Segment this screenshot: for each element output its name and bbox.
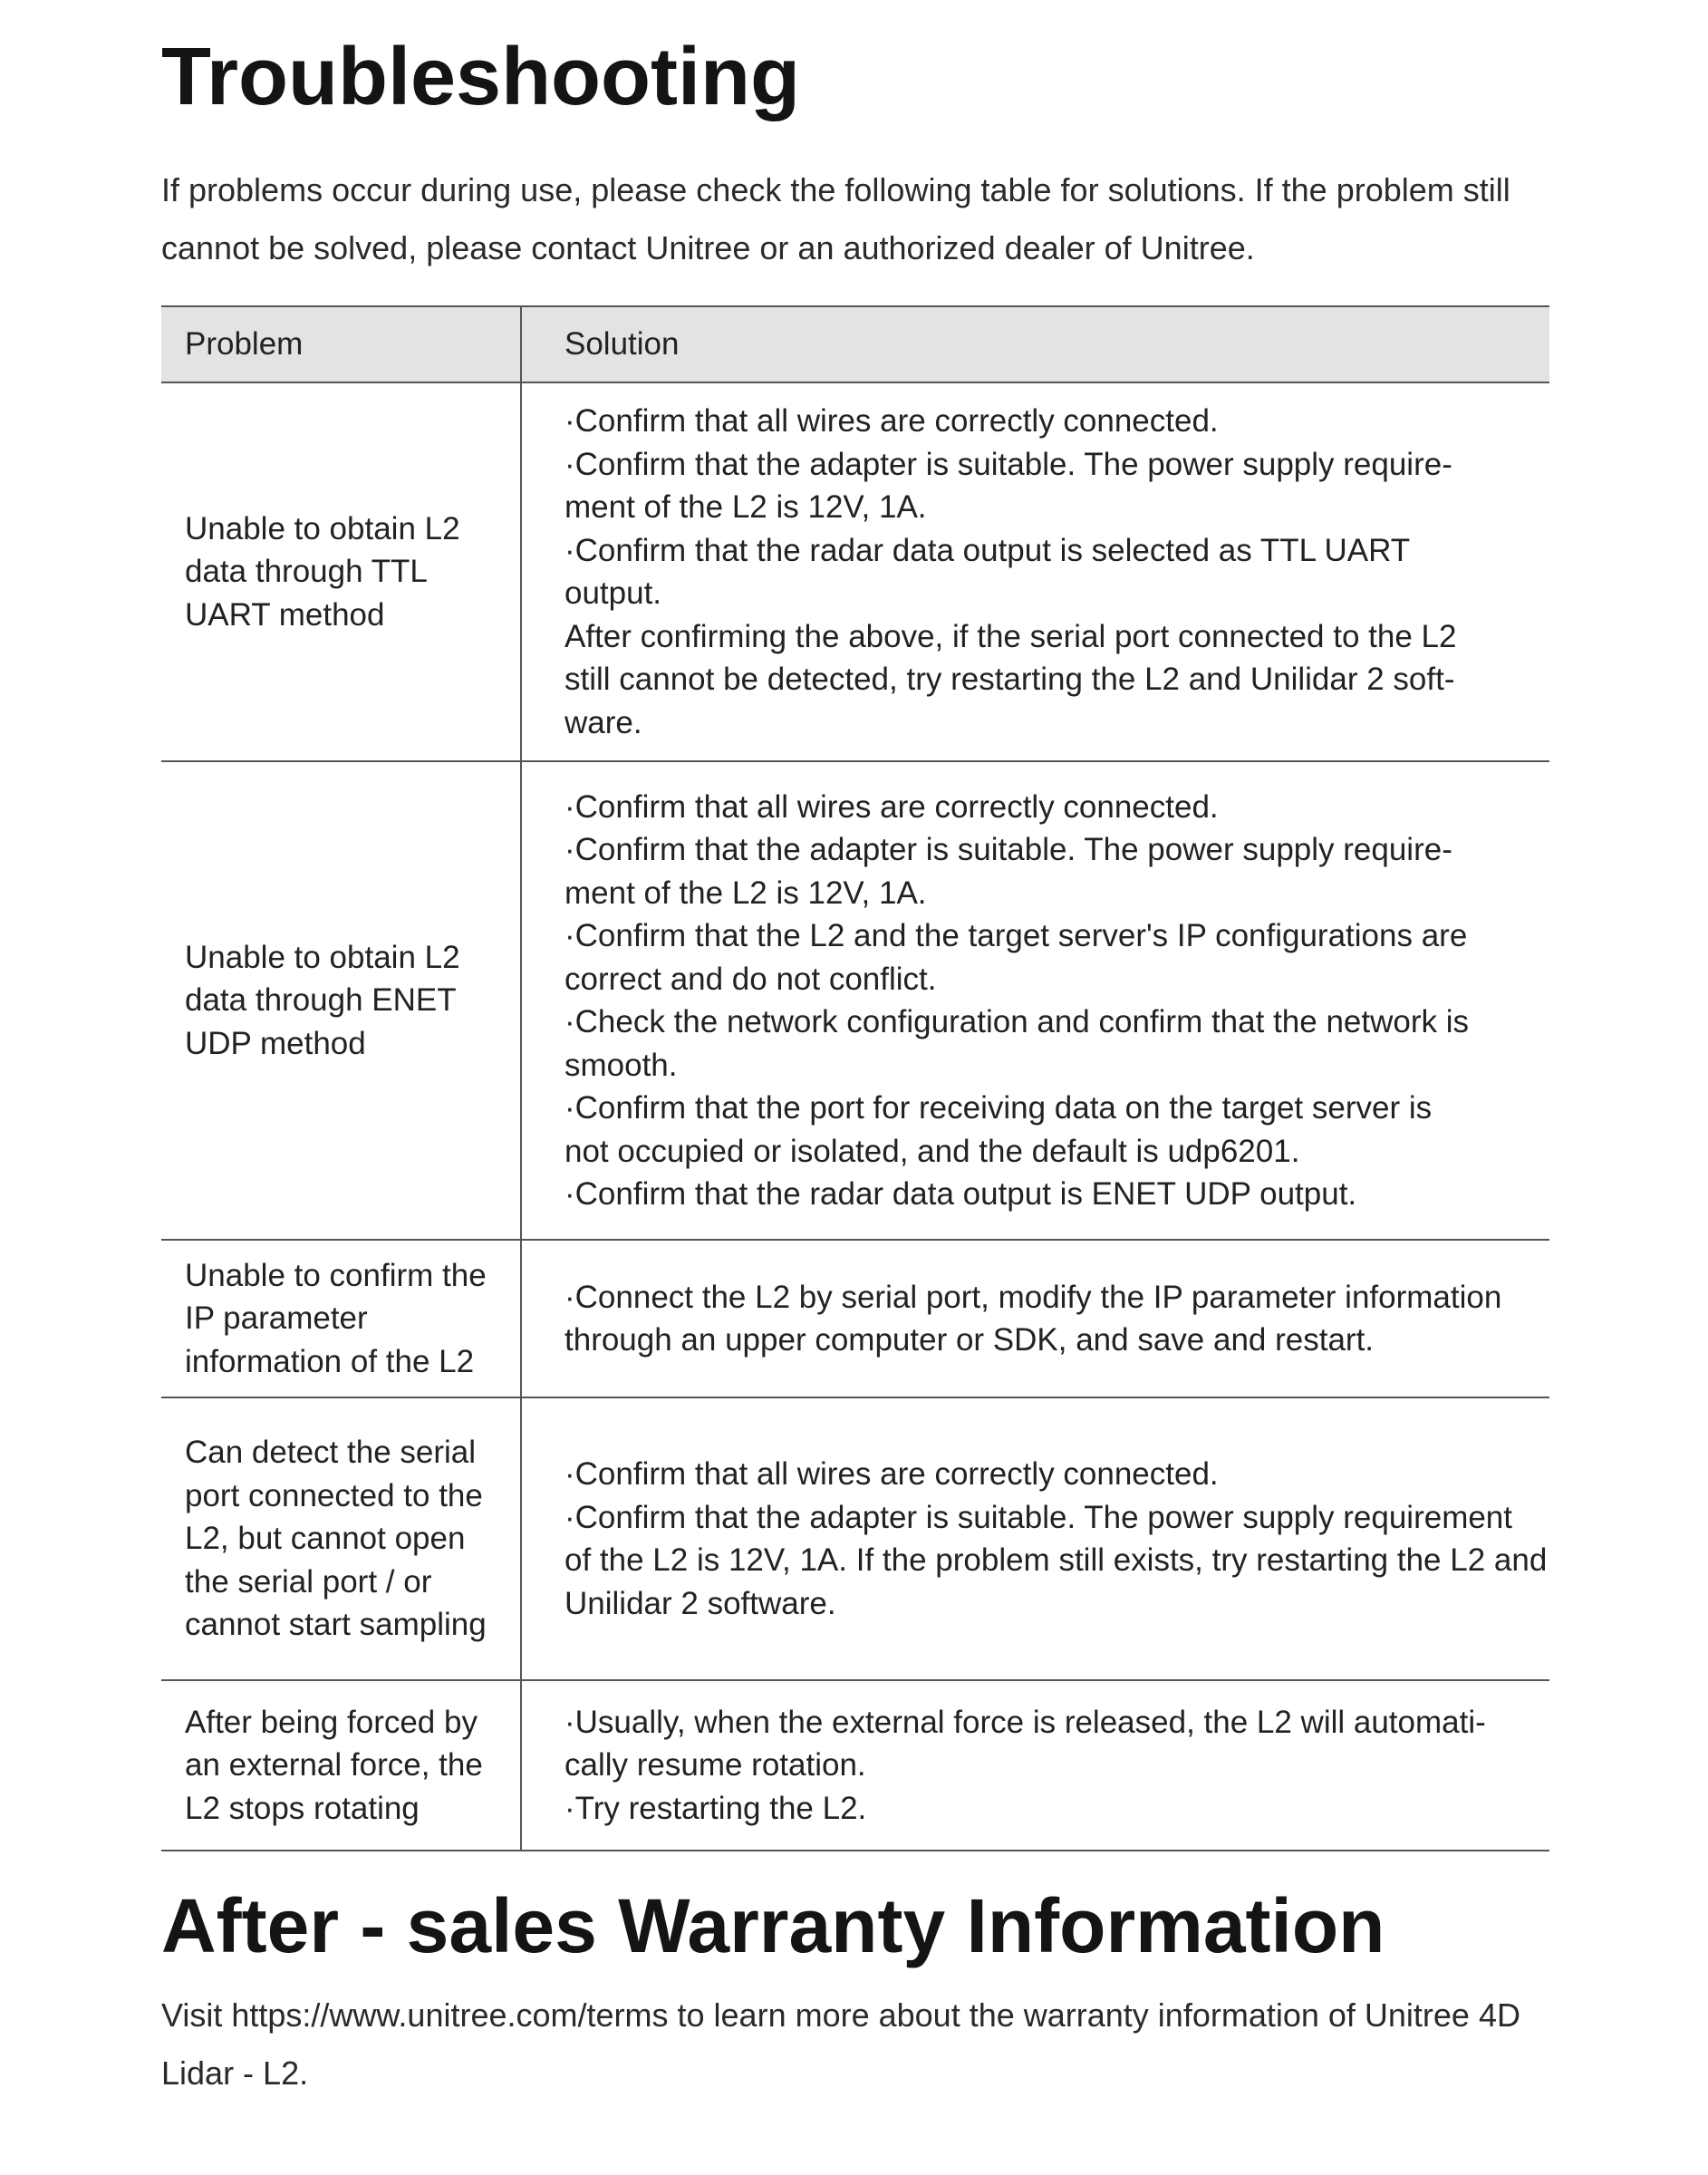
solution-line: still cannot be detected, try restarting the L2 and Unilidar 2 soft- — [565, 662, 1455, 697]
solution-line: ·Confirm that the L2 and the target server's IP configurations are — [565, 918, 1468, 953]
solution-line: of the L2 is 12V, 1A. If the problem still exists, try restarting the L2 and — [565, 1542, 1548, 1578]
problem-line: cannot start sampling — [185, 1607, 487, 1643]
solution-line: ment of the L2 is 12V, 1A. — [565, 875, 927, 911]
solution-line: through an upper computer or SDK, and save and restart. — [565, 1322, 1375, 1358]
table-header-row — [161, 306, 1549, 382]
solution-line: ·Connect the L2 by serial port, modify the IP parameter information — [565, 1279, 1502, 1315]
solution-line: output. — [565, 575, 662, 611]
table-row — [161, 382, 1549, 761]
solution-cell — [521, 1397, 1549, 1680]
problem-line: the L2 stops rotating — [185, 1747, 483, 1826]
problem-cell — [161, 761, 521, 1240]
solution-line: ·Check the network configuration and confirm that the network is — [565, 1004, 1469, 1039]
warranty-text: Visit https://www.unitree.com/terms to learn more about the warranty information of Unitree 4D Lidar - L2. — [161, 1996, 1520, 2092]
solution-line: After confirming the above, if the serial port connected to the L2 — [565, 618, 1457, 654]
troubleshooting-title: Troubleshooting — [161, 32, 800, 122]
header-problem: Problem — [161, 306, 521, 382]
solution-line: ·Confirm that all wires are correctly connected. — [565, 403, 1219, 439]
solution-cell — [521, 382, 1549, 761]
solution-line: ·Confirm that the radar data output is ENET UDP output. — [565, 1176, 1357, 1212]
problem-line: Can detect the serial — [185, 1435, 477, 1471]
solution-line: ·Confirm that all wires are correctly connected. — [565, 788, 1219, 825]
troubleshooting-intro: If problems occur during use, please check the following table for solutions. If the problem still cannot be solved, please contact Unitree or an authorized dealer of Unitree. — [161, 171, 1510, 266]
solution-line: ·Confirm that the port for receiving data on the target server is — [565, 1090, 1433, 1126]
solution-cell — [521, 1240, 1549, 1397]
problem-line: Unable to obtain L2 — [185, 939, 460, 975]
problem-line: the serial port / or — [185, 1563, 432, 1600]
table-row — [161, 1240, 1549, 1397]
solution-line: ·Confirm that the adapter is suitable. The power supply require- — [565, 446, 1452, 482]
solution-cell — [521, 761, 1549, 1240]
solution-line: correct and do not conflict. — [565, 961, 937, 997]
solution-cell — [521, 1680, 1549, 1851]
solution-line: ·Confirm that all wires are correctly connected. — [565, 1456, 1219, 1492]
solution-line: cally resume rotation. — [565, 1747, 866, 1784]
solution-line: Unilidar 2 software. — [565, 1585, 836, 1621]
problem-line: the IP parameter — [185, 1257, 487, 1337]
problem-cell — [161, 382, 521, 761]
table-row — [161, 1397, 1549, 1680]
solution-line: not occupied or isolated, and the default is udp6201. — [565, 1133, 1300, 1169]
problem-line: an external force, — [185, 1747, 430, 1784]
problem-cell — [161, 1397, 521, 1680]
table-row — [161, 761, 1549, 1240]
solution-line: ment of the L2 is 12V, 1A. — [565, 489, 927, 525]
warranty-title: After - sales Warranty Information — [161, 1883, 1385, 1968]
solution-line: ware. — [565, 704, 642, 740]
solution-line: smooth. — [565, 1047, 678, 1083]
solution-line: ·Confirm that the adapter is suitable. The power supply require- — [565, 832, 1452, 867]
table-row — [161, 1680, 1549, 1851]
problem-cell — [161, 1240, 521, 1397]
problem-line: Unable to obtain L2 — [185, 510, 460, 546]
problem-line: After being forced by — [185, 1704, 478, 1740]
problem-line: port connected to the — [185, 1477, 483, 1513]
problem-line: Unable to confirm — [185, 1257, 434, 1293]
problem-line: UDP method — [185, 1025, 366, 1061]
problem-line: L2, but cannot open — [185, 1521, 466, 1557]
solution-line: ·Confirm that the radar data output is selected as TTL UART — [565, 532, 1411, 568]
solution-line: ·Try restarting the L2. — [565, 1790, 867, 1826]
solution-line: ·Usually, when the external force is released, the L2 will automati- — [565, 1704, 1486, 1740]
troubleshooting-table — [161, 305, 1549, 1851]
problem-line: information of the L2 — [185, 1343, 475, 1379]
problem-line: data through ENET — [185, 982, 456, 1019]
solution-line: ·Confirm that the adapter is suitable. The power supply requirement — [565, 1499, 1513, 1535]
header-solution: Solution — [521, 306, 1549, 382]
problem-line: UART method — [185, 596, 385, 633]
problem-cell — [161, 1680, 521, 1851]
problem-line: data through TTL — [185, 554, 427, 590]
